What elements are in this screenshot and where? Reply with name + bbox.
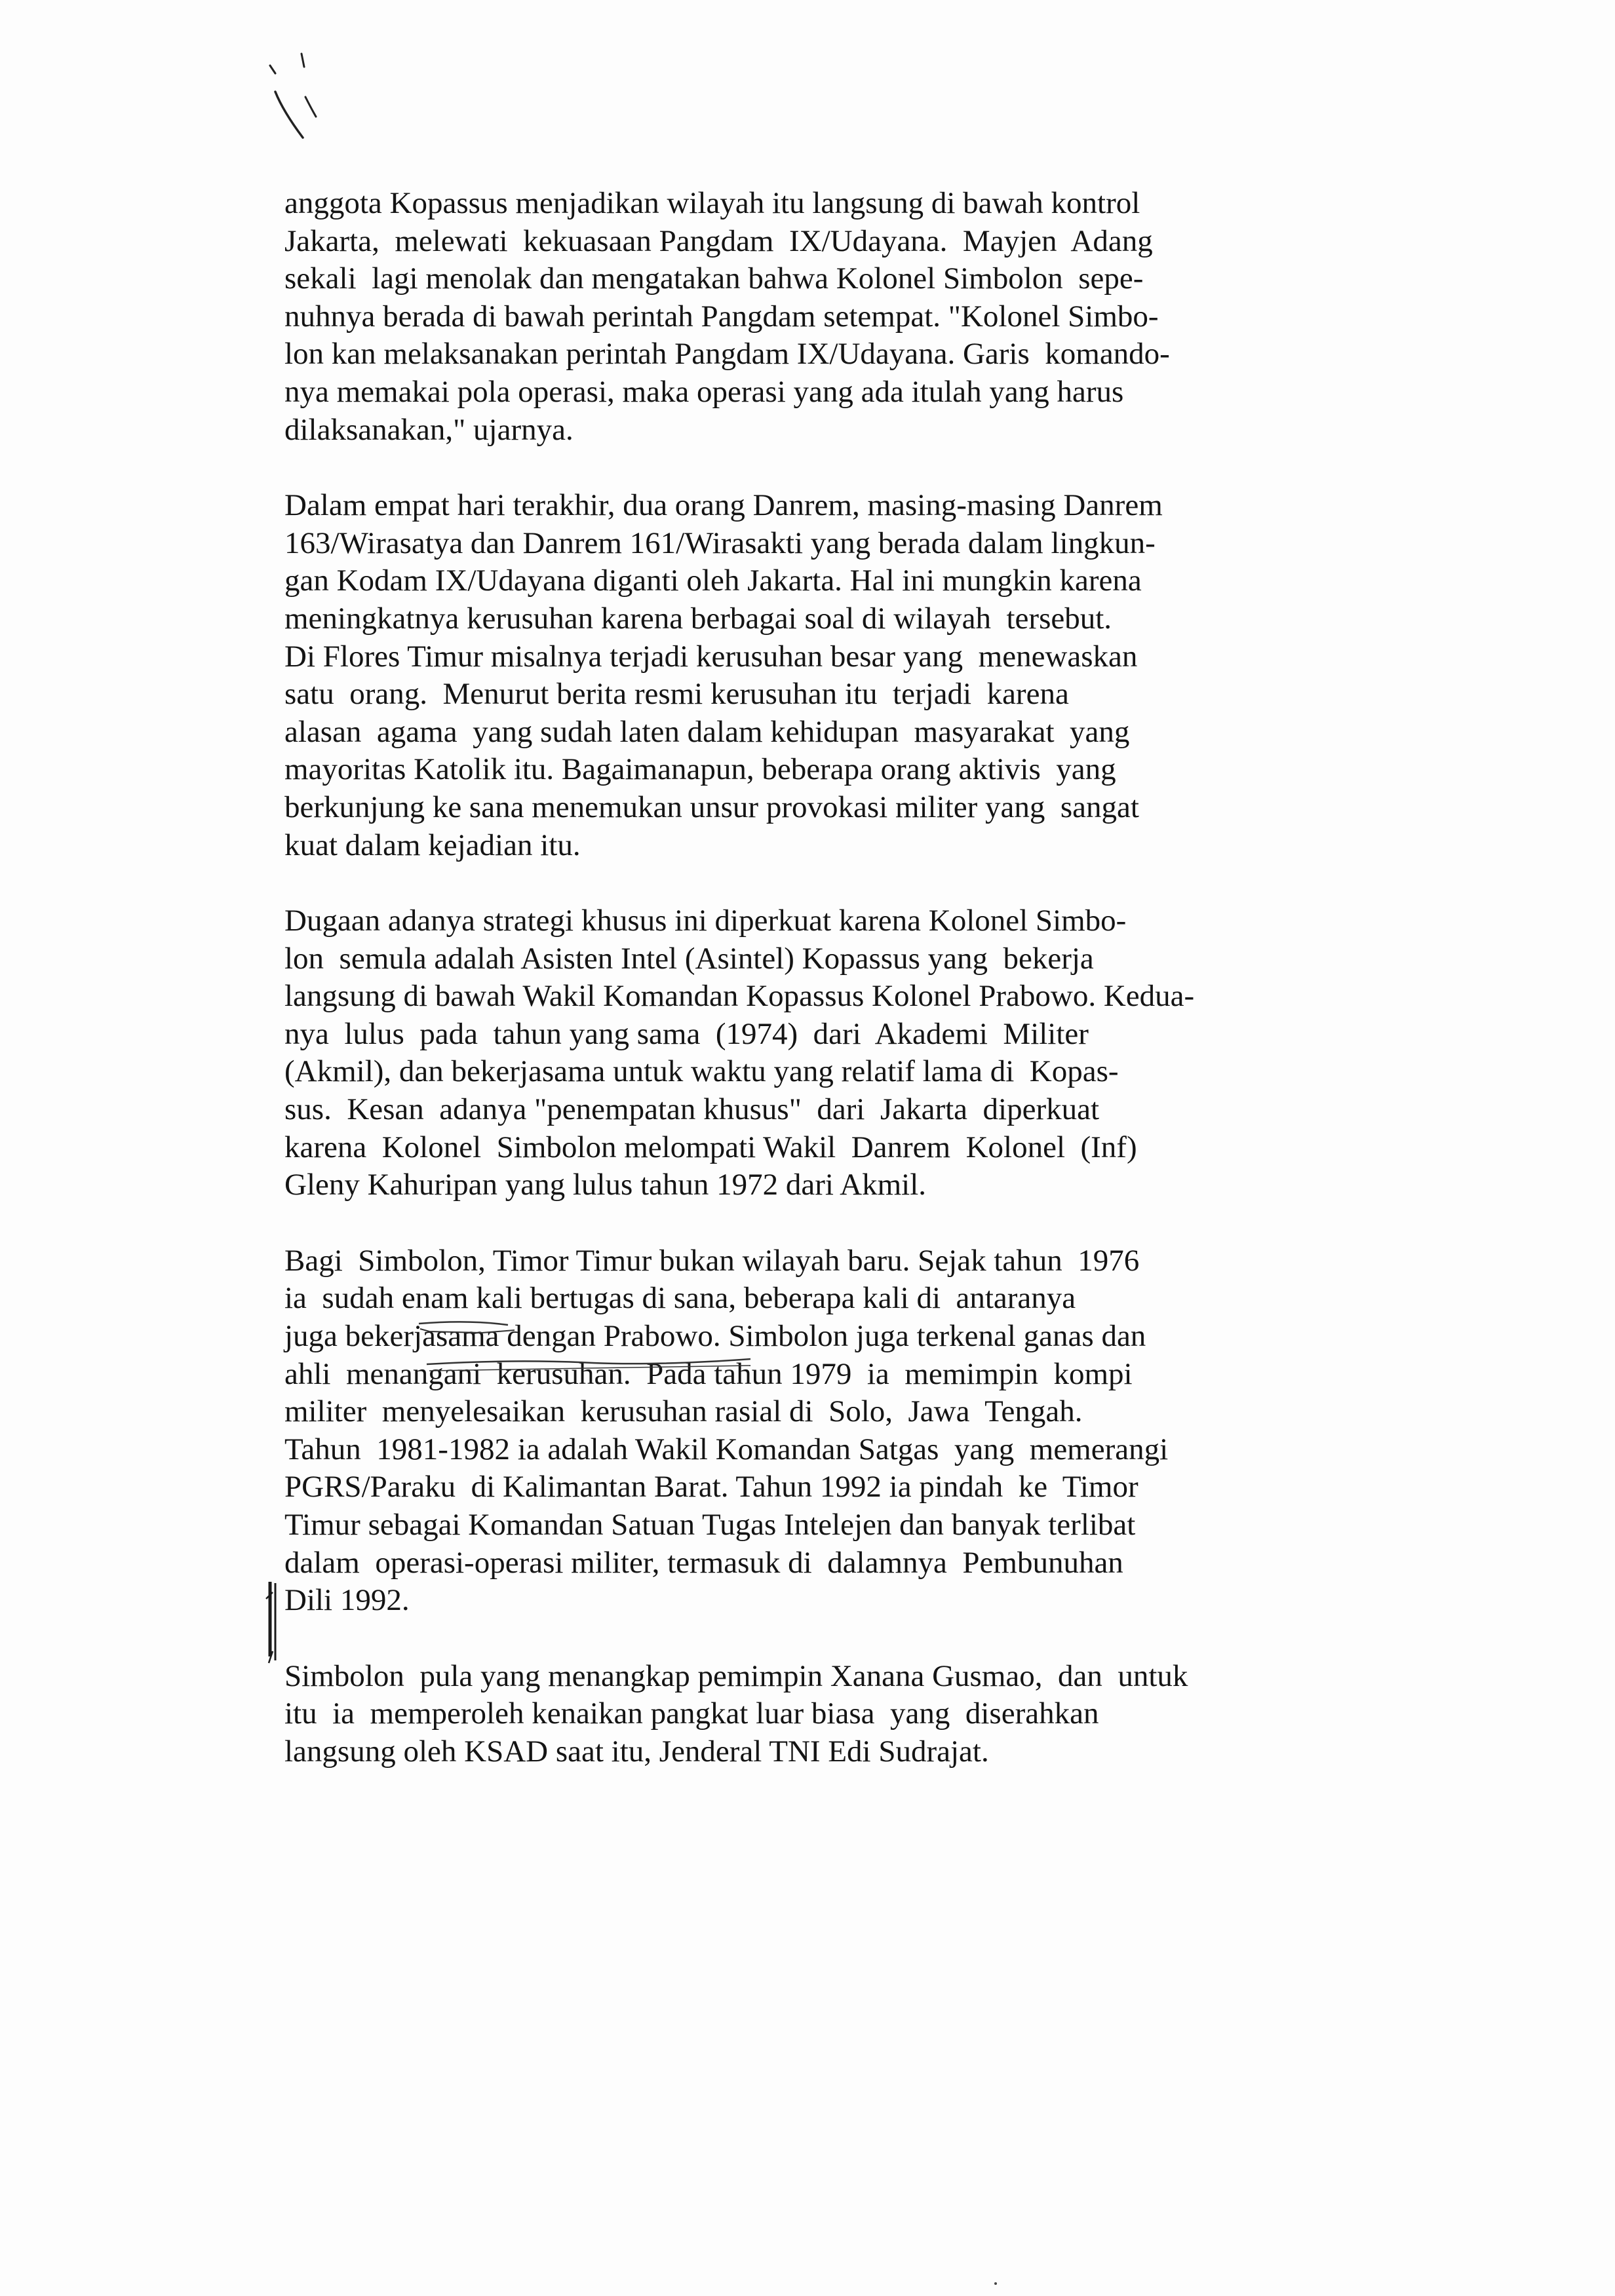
text-line: mayoritas Katolik itu. Bagaimanapun, beberapa orang aktivis yang (284, 752, 1116, 787)
handwritten-scribble-icon (262, 39, 367, 157)
text-line: militer menyelesaikan kerusuhan rasial di Solo, Jawa Tengah. (284, 1394, 1083, 1429)
text-line: sus. Kesan adanya "penempatan khusus" dari Jakarta diperkuat (284, 1092, 1100, 1127)
handwritten-underline-icon (383, 1317, 790, 1389)
text-line: Dili 1992. (284, 1583, 410, 1618)
margin-bracket-icon (257, 1579, 286, 1664)
text-line: Timur sebagai Komandan Satuan Tugas Intelejen dan banyak terlibat (284, 1508, 1136, 1542)
text-line: sekali lagi menolak dan mengatakan bahwa Kolonel Simbolon sepe- (284, 261, 1144, 296)
text-line: dilaksanakan," ujarnya. (284, 412, 574, 447)
article-body (284, 185, 1333, 1809)
text-line: langsung di bawah Wakil Komandan Kopassus Kolonel Prabowo. Kedua- (284, 979, 1195, 1014)
text-line: ahli menangani kerusuhan. Pada tahun 1979 ia memimpin kompi (284, 1356, 1133, 1391)
text-line: dalam operasi-operasi militer, termasuk di dalamnya Pembunuhan (284, 1545, 1123, 1580)
text-line: juga bekerjasama dengan Prabowo. Simbolon juga terkenal ganas dan (284, 1319, 1146, 1354)
text-line: Di Flores Timur misalnya terjadi kerusuhan besar yang menewaskan (284, 639, 1138, 674)
text-line: Bagi Simbolon, Timor Timur bukan wilayah baru. Sejak tahun 1976 (284, 1243, 1140, 1278)
text-line: lon semula adalah Asisten Intel (Asintel) Kopassus yang bekerja (284, 941, 1094, 976)
text-line: Tahun 1981-1982 ia adalah Wakil Komandan Satgas yang memerangi (284, 1432, 1169, 1466)
text-line: anggota Kopassus menjadikan wilayah itu langsung di bawah kontrol (284, 186, 1140, 220)
text-line: nya memakai pola operasi, maka operasi yang ada itulah yang harus (284, 374, 1124, 409)
text-line: PGRS/Paraku di Kalimantan Barat. Tahun 1992 ia pindah ke Timor (284, 1470, 1138, 1504)
text-line: nuhnya berada di bawah perintah Pangdam setempat. "Kolonel Simbo- (284, 299, 1159, 334)
text-line: (Akmil), dan bekerjasama untuk waktu yang relatif lama di Kopas- (284, 1054, 1119, 1089)
text-line: meningkatnya kerusuhan karena berbagai soal di wilayah tersebut. (284, 601, 1112, 636)
text-line: langsung oleh KSAD saat itu, Jenderal TNI Edi Sudrajat. (284, 1734, 989, 1769)
text-line: Gleny Kahuripan yang lulus tahun 1972 dari Akmil. (284, 1168, 927, 1202)
text-line: kuat dalam kejadian itu. (284, 828, 581, 862)
text-line: ia sudah enam kali bertugas di sana, beberapa kali di antaranya (284, 1281, 1076, 1316)
text-line: berkunjung ke sana menemukan unsur provokasi militer yang sangat (284, 790, 1139, 824)
speck-icon (992, 2280, 999, 2287)
text-line: alasan agama yang sudah laten dalam kehidupan masyarakat yang (284, 714, 1130, 749)
text-line: Dugaan adanya strategi khusus ini diperkuat karena Kolonel Simbo- (284, 904, 1127, 938)
text-line: karena Kolonel Simbolon melompati Wakil Danrem Kolonel (Inf) (284, 1130, 1137, 1164)
text-line: 163/Wirasatya dan Danrem 161/Wirasakti yang berada dalam lingkun- (284, 526, 1156, 560)
paragraph-1 (284, 185, 1333, 449)
text-line: gan Kodam IX/Udayana diganti oleh Jakarta. Hal ini mungkin karena (284, 564, 1142, 598)
text-line: nya lulus pada tahun yang sama (1974) dari Akademi Militer (284, 1016, 1089, 1051)
paragraph-4 (284, 1242, 1333, 1620)
text-line: Simbolon pula yang menangkap pemimpin Xanana Gusmao, dan untuk (284, 1658, 1188, 1693)
paragraph-5 (284, 1658, 1333, 1771)
text-line: satu orang. Menurut berita resmi kerusuhan itu terjadi karena (284, 677, 1069, 712)
text-line: lon kan melaksanakan perintah Pangdam IX/Udayana. Garis komando- (284, 337, 1170, 372)
text-line: itu ia memperoleh kenaikan pangkat luar biasa yang diserahkan (284, 1696, 1099, 1731)
text-line: Jakarta, melewati kekuasaan Pangdam IX/Udayana. Mayjen Adang (284, 223, 1153, 258)
paragraph-3 (284, 902, 1333, 1204)
paragraph-2 (284, 487, 1333, 864)
text-line: Dalam empat hari terakhir, dua orang Danrem, masing-masing Danrem (284, 488, 1163, 523)
